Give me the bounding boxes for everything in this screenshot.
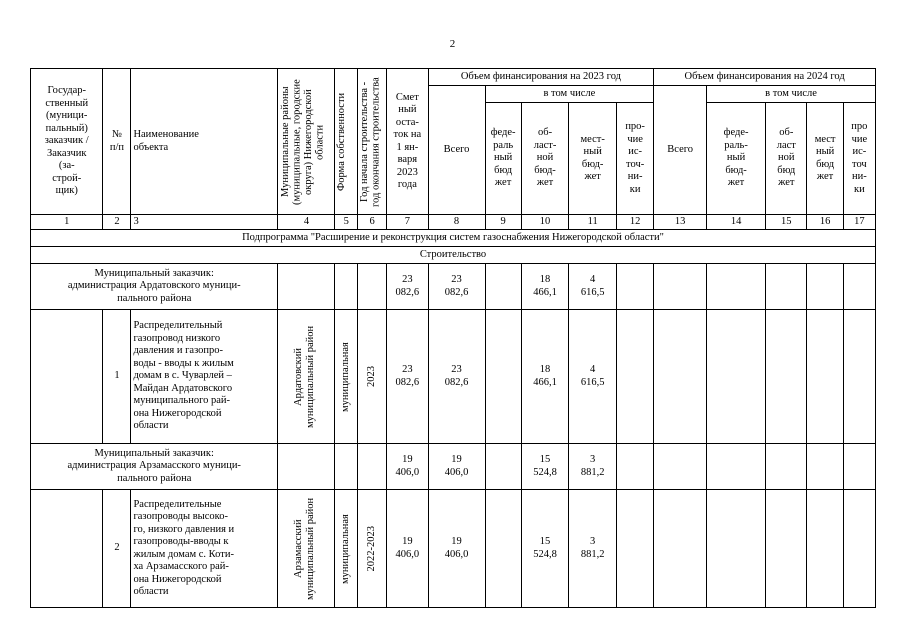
local-2023: 3 881,2 [569, 444, 617, 490]
financing-table [30, 68, 876, 608]
col-number: 16 [807, 215, 843, 230]
object-ownership: муниципальная [335, 310, 358, 444]
col-number: 17 [843, 215, 875, 230]
column-numbers-row [31, 215, 876, 230]
col-number: 5 [335, 215, 358, 230]
col-number: 4 [278, 215, 335, 230]
customer-name: Муниципальный заказчик: администрация Арзамасского муници- пального района [31, 444, 278, 490]
header-including-2024: в том числе [707, 86, 876, 103]
header-object-name: Наименование объекта [131, 69, 278, 215]
customer-row [31, 444, 876, 490]
object-name: Распределительные газопроводы высоко- го, низкого давления и газопроводы-вводы к жилым домам с. Коти- ха Арзамасского рай- она Нижегородской области [131, 490, 278, 608]
total-2023: 19 406,0 [428, 444, 485, 490]
estimate-balance: 23 082,6 [387, 310, 428, 444]
regional-2023: 18 466,1 [521, 310, 569, 444]
local-2023: 4 616,5 [569, 264, 617, 310]
header-customer: Государ- ственный (муници- пальный) заказчик / Заказчик (за- строй- щик) [31, 69, 103, 215]
local-2023: 4 616,5 [569, 310, 617, 444]
regional-2023: 18 466,1 [521, 264, 569, 310]
col-number: 15 [766, 215, 807, 230]
object-row [31, 490, 876, 608]
header-regional-2023: об- ласт- ной бюд- жет [521, 103, 569, 215]
total-2023: 23 082,6 [428, 310, 485, 444]
customer-row [31, 264, 876, 310]
col-number: 8 [428, 215, 485, 230]
col-number: 1 [31, 215, 103, 230]
header-years: Год начала строительства - год окончания строительства [358, 69, 387, 215]
col-number: 12 [616, 215, 653, 230]
col-number: 11 [569, 215, 617, 230]
estimate-balance: 23 082,6 [387, 264, 428, 310]
regional-2023: 15 524,8 [521, 444, 569, 490]
object-ownership: муниципальная [335, 490, 358, 608]
col-number: 7 [387, 215, 428, 230]
object-row [31, 310, 876, 444]
section-title: Строительство [31, 247, 876, 264]
total-2023: 23 082,6 [428, 264, 485, 310]
header-total-2024: Всего [654, 86, 707, 215]
header-federal-2023: феде- раль ный бюд жет [485, 103, 521, 215]
object-number: 1 [103, 310, 131, 444]
object-district: Арзамасский муниципальный район [278, 490, 335, 608]
header-financing-2023: Объем финансирования на 2023 год [428, 69, 654, 86]
object-number: 2 [103, 490, 131, 608]
header-districts: Муниципальные районы (муниципальные, городские округа) Нижегородской области [278, 69, 335, 215]
header-other-2024: про чие ис- точ ни- ки [843, 103, 875, 215]
estimate-balance: 19 406,0 [387, 444, 428, 490]
header-total-2023: Всего [428, 86, 485, 215]
header-local-2024: мест ный бюд жет [807, 103, 843, 215]
col-number: 10 [521, 215, 569, 230]
object-name: Распределительный газопровод низкого давления и газопро- воды - вводы к жилым домам в с. Чуварлей – Майдан Ардатовского муниципального рай- она Нижегородской области [131, 310, 278, 444]
page-number: 2 [449, 38, 456, 50]
object-district: Ардатовский муниципальный район [278, 310, 335, 444]
regional-2023: 15 524,8 [521, 490, 569, 608]
header-other-2023: про- чие ис- точ- ни- ки [616, 103, 653, 215]
header-ownership: Форма собственности [335, 69, 358, 215]
subprogram-title: Подпрограмма "Расширение и реконструкция систем газоснабжения Нижегородской области" [31, 230, 876, 247]
col-number: 13 [654, 215, 707, 230]
col-number: 14 [707, 215, 766, 230]
col-number: 9 [485, 215, 521, 230]
header-financing-2024: Объем финансирования на 2024 год [654, 69, 876, 86]
header-regional-2024: об- ласт ной бюд жет [766, 103, 807, 215]
object-years: 2023 [358, 310, 387, 444]
col-number: 3 [131, 215, 278, 230]
local-2023: 3 881,2 [569, 490, 617, 608]
col-number: 2 [103, 215, 131, 230]
header-including-2023: в том числе [485, 86, 654, 103]
header-number: № п/п [103, 69, 131, 215]
col-number: 6 [358, 215, 387, 230]
header-estimate-balance: Смет ный оста- ток на 1 ян- варя 2023 года [387, 69, 428, 215]
total-2023: 19 406,0 [428, 490, 485, 608]
customer-name: Муниципальный заказчик: администрация Ардатовского муници- пального района [31, 264, 278, 310]
header-local-2023: мест- ный бюд- жет [569, 103, 617, 215]
object-years: 2022-2023 [358, 490, 387, 608]
estimate-balance: 19 406,0 [387, 490, 428, 608]
header-federal-2024: феде- раль- ный бюд- жет [707, 103, 766, 215]
